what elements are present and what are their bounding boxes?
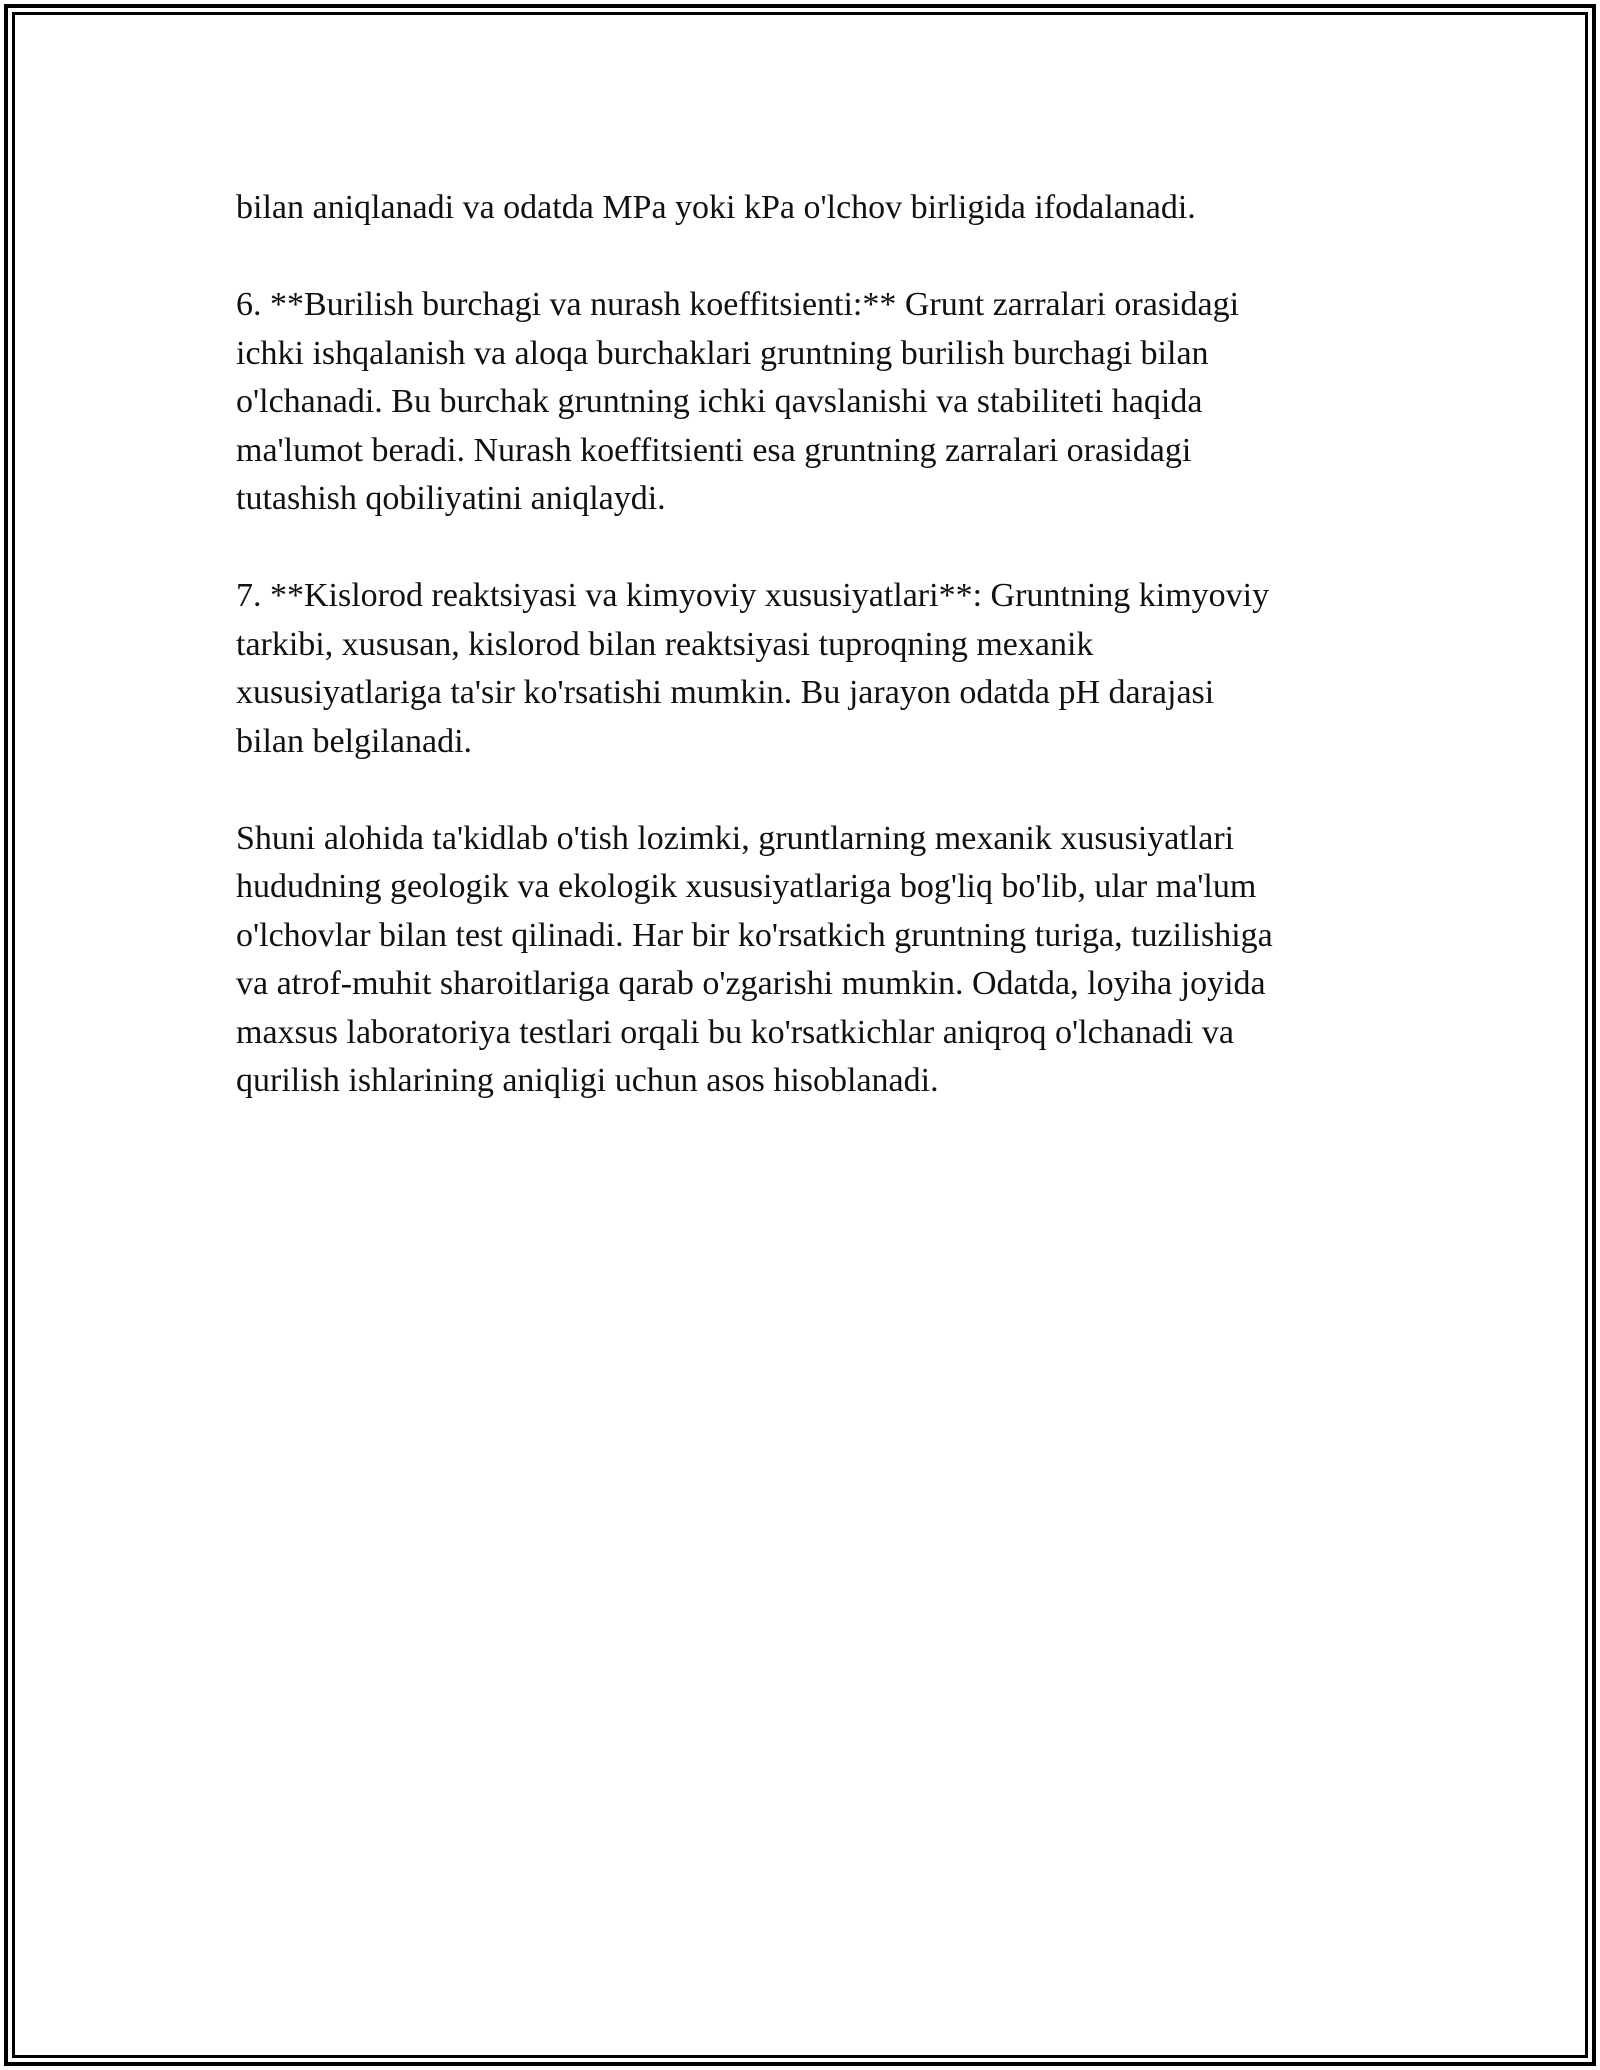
text-line: 6. **Burilish burchagi va nurash koeffitsienti:** Grunt zarralari orasidagi bbox=[236, 286, 1240, 323]
text-line: bilan aniqlanadi va odatda MPa yoki kPa o'lchov birligida ifodalanadi. bbox=[236, 189, 1196, 226]
text-line: tutashish qobiliyatini aniqlaydi. bbox=[236, 480, 666, 517]
text-line: o'lchanadi. Bu burchak gruntning ichki qavslanishi va stabiliteti haqida bbox=[236, 383, 1203, 420]
text-line: o'lchovlar bilan test qilinadi. Har bir ko'rsatkich gruntning turiga, tuzilishiga bbox=[236, 916, 1273, 954]
text-line: hududning geologik va ekologik xususiyatlariga bog'liq bo'lib, ular ma'lum bbox=[236, 868, 1257, 905]
paragraph-conclusion bbox=[236, 815, 1386, 1106]
text-line: 7. **Kislorod reaktsiyasi va kimyoviy xususiyatlari**: Gruntning kimyoviy bbox=[236, 577, 1270, 614]
paragraph-item-6 bbox=[236, 281, 1386, 524]
text-line: maxsus laboratoriya testlari orqali bu ko'rsatkichlar aniqroq o'lchanadi va bbox=[236, 1013, 1234, 1051]
text-line: ma'lumot beradi. Nurash koeffitsienti esa gruntning zarralari orasidagi bbox=[236, 431, 1192, 469]
paragraph-item-7 bbox=[236, 572, 1386, 766]
text-line: tarkibi, xususan, kislorod bilan reaktsiyasi tuproqning mexanik bbox=[236, 625, 1094, 663]
text-line: va atrof-muhit sharoitlariga qarab o'zgarishi mumkin. Odatda, loyiha joyida bbox=[236, 965, 1266, 1002]
text-line: xususiyatlariga ta'sir ko'rsatishi mumkin. Bu jarayon odatda pH darajasi bbox=[236, 674, 1215, 711]
paragraph-continuation bbox=[236, 184, 1386, 233]
text-line: qurilish ishlarining aniqligi uchun asos hisoblanadi. bbox=[236, 1062, 939, 1099]
document-body bbox=[236, 184, 1386, 1154]
text-line: bilan belgilanadi. bbox=[236, 722, 473, 760]
text-line: Shuni alohida ta'kidlab o'tish lozimki, gruntlarning mexanik xususiyatlari bbox=[236, 819, 1235, 857]
text-line: ichki ishqalanish va aloqa burchaklari gruntning burilish burchagi bilan bbox=[236, 334, 1209, 372]
